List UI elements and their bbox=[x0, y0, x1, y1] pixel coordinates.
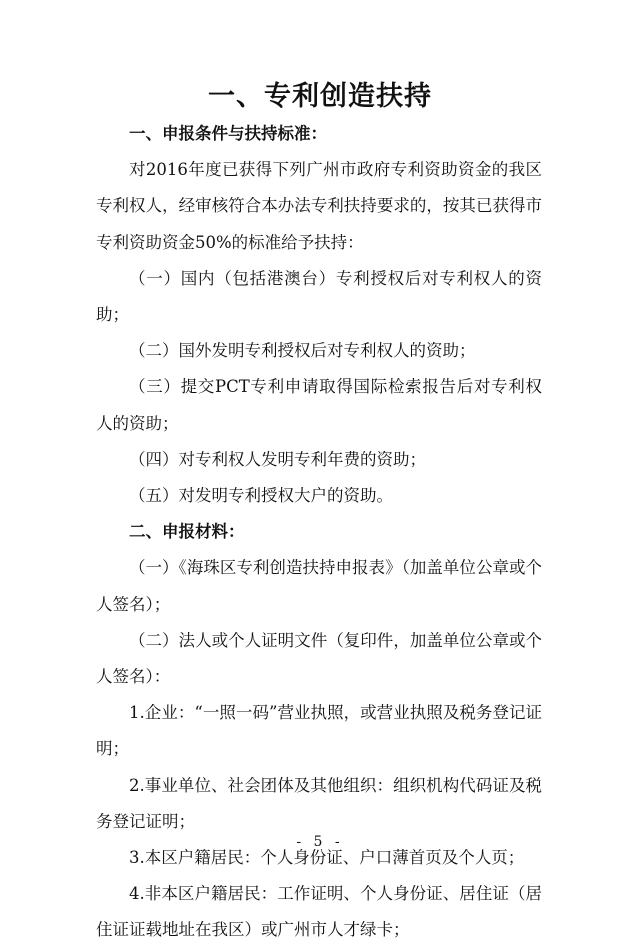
paragraph-institution: 2.事业单位、社会团体及其他组织：组织机构代码证及税务登记证明； bbox=[96, 775, 542, 831]
paragraph-item-4: （四）对专利权人发明专利年费的资助； bbox=[129, 449, 426, 469]
paragraph-material-2: （二）法人或个人证明文件（复印件，加盖单位公章或个人签名）： bbox=[96, 630, 542, 687]
page-number: - 5 - bbox=[296, 834, 344, 850]
document-title: 一、专利创造扶持 bbox=[208, 81, 432, 112]
paragraph-item-1: （一）国内（包括港澳台）专利授权后对专利权人的资助； bbox=[96, 268, 542, 325]
document-body bbox=[96, 116, 542, 949]
paragraph-material-1: （一）《海珠区专利创造扶持申报表》（加盖单位公章或个人签名）； bbox=[96, 558, 542, 614]
paragraph-enterprise: 1.企业：“一照一码”营业执照，或营业执照及税务登记证明； bbox=[96, 703, 542, 759]
paragraph-nonlocal-resident: 4.非本区户籍居民：工作证明、个人身份证、居住证（居住证证载地址在我区）或广州市人才绿卡； bbox=[96, 884, 542, 940]
paragraph-item-3: （三）提交PCT专利申请取得国际检索报告后对专利权人的资助； bbox=[96, 377, 542, 433]
paragraph-item-2: （二）国外发明专利授权后对专利权人的资助； bbox=[129, 341, 476, 361]
paragraph-intro: 对2016年度已获得下列广州市政府专利资助资金的我区专利权人，经审核符合本办法专利扶持要求的，按其已获得市专利资助资金50%的标准给予扶持： bbox=[96, 160, 542, 252]
section-heading-materials: 二、申报材料： bbox=[129, 522, 245, 542]
paragraph-item-5: （五）对发明专利授权大户的资助。 bbox=[129, 486, 393, 506]
paragraph-local-resident: 3.本区户籍居民：个人身份证、户口薄首页及个人页； bbox=[129, 848, 525, 868]
section-heading-conditions: 一、申报条件与扶持标准： bbox=[129, 124, 327, 143]
